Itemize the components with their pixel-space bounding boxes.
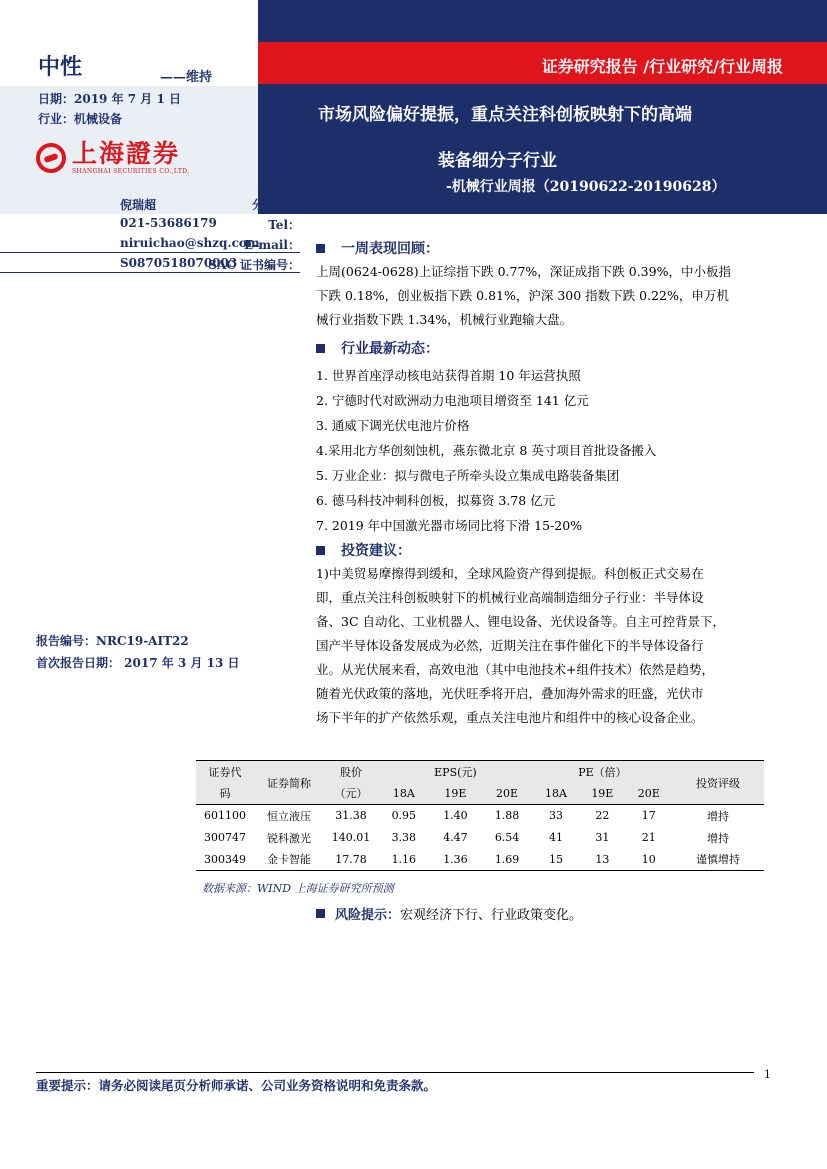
square-bullet-icon bbox=[316, 344, 325, 353]
risk-section bbox=[316, 904, 582, 923]
sac-value: S0870518070003 bbox=[120, 256, 238, 270]
review-paragraph bbox=[316, 260, 770, 332]
analyst-label: 分析师： bbox=[251, 198, 300, 212]
square-bullet-icon bbox=[316, 546, 325, 555]
review-title: 一周表现回顾： bbox=[341, 241, 439, 257]
page-number: 1 bbox=[764, 1068, 771, 1081]
news-heading bbox=[316, 338, 439, 358]
table-row: 601100 恒立液压 31.38 0.95 1.40 1.88 33 22 17 增持 bbox=[196, 805, 764, 827]
logo-en: SHANGHAI SECURITIES CO.,LTD. bbox=[72, 168, 190, 175]
news-item: 6. 德马科技冲刺科创板，拟募资 3.78 亿元 bbox=[316, 493, 556, 508]
table-header: 证券代 bbox=[196, 761, 254, 783]
advice-heading bbox=[316, 540, 411, 560]
risk-text: 宏观经济下行、行业政策变化。 bbox=[400, 908, 583, 923]
divider bbox=[0, 252, 300, 253]
advice-line: 1)中美贸易摩擦得到缓和，全球风险资产得到提振。科创板正式交易在 bbox=[316, 566, 704, 581]
tel-label: Tel： bbox=[268, 218, 300, 232]
tel-value: 021-53686179 bbox=[120, 216, 217, 230]
report-subtitle: -机械行业周报（20190622-20190628） bbox=[446, 179, 726, 195]
advice-line: 随着光伏政策的落地，光伏旺季将开启，叠加海外需求的旺盛，光伏市 bbox=[316, 686, 704, 701]
advice-line: 业。从光伏展来看，高效电池（其中电池技术+组件技术）依然是趋势， bbox=[316, 662, 714, 677]
email-label: E-mail： bbox=[244, 238, 300, 252]
analyst-name: 倪瑞超 bbox=[120, 198, 157, 212]
title-box bbox=[258, 84, 827, 214]
square-bullet-icon bbox=[316, 909, 325, 918]
logo-mark-icon bbox=[36, 143, 66, 173]
square-bullet-icon bbox=[316, 244, 325, 253]
email-value[interactable]: niruichao@shzq.com bbox=[120, 236, 260, 250]
advice-paragraph bbox=[316, 562, 770, 730]
advice-line: 国产半导体设备发展成为必然，近期关注在事件催化下的半导体设备行 bbox=[316, 638, 704, 653]
first-report-date: 首次报告日期： 2017 年 3 月 13 日 bbox=[36, 656, 240, 670]
news-title: 行业最新动态： bbox=[341, 341, 439, 357]
report-type: 证券研究报告 /行业研究/行业周报 bbox=[541, 57, 783, 76]
divider bbox=[0, 272, 300, 273]
report-title-line2: 装备细分子行业 bbox=[438, 151, 557, 171]
report-type-banner bbox=[258, 42, 827, 84]
table-header: 19E bbox=[430, 783, 482, 805]
news-item: 2. 宁德时代对欧洲动力电池项目增资至 141 亿元 bbox=[316, 393, 589, 408]
sac-label: SAC 证书编号： bbox=[208, 258, 300, 272]
news-item: 3. 通威下调光伏电池片价格 bbox=[316, 418, 470, 433]
table-header: PE（倍） bbox=[533, 761, 672, 783]
logo-cn: 上海證券 bbox=[72, 139, 181, 168]
table-header: EPS(元) bbox=[378, 761, 533, 783]
table-header: 码 bbox=[196, 783, 254, 805]
report-title-line1: 市场风险偏好提振，重点关注科创板映射下的高端 bbox=[318, 105, 692, 125]
advice-line: 场下半年的扩产依然乐观，重点关注电池片和组件中的核心设备企业。 bbox=[316, 710, 704, 725]
company-logo bbox=[36, 140, 190, 175]
industry-rating: 中性 bbox=[38, 54, 83, 80]
table-header: 投资评级 bbox=[672, 761, 764, 805]
news-item: 4.采用北方华创刻蚀机，燕东微北京 8 英寸项目首批设备搬入 bbox=[316, 443, 657, 458]
table-header: 股价 bbox=[324, 761, 378, 783]
review-line: 下跌 0.18%，创业板指下跌 0.81%，沪深 300 指数下跌 0.22%，申万机 bbox=[316, 288, 729, 303]
review-line: 上周(0624-0628)上证综指下跌 0.77%，深证成指下跌 0.39%，中小板指 bbox=[316, 264, 731, 279]
footer-divider bbox=[36, 1072, 754, 1073]
table-header: 20E bbox=[626, 783, 672, 805]
rating-change: ——维持 bbox=[160, 70, 213, 85]
table-source: 数据来源：WIND 上海证券研究所预测 bbox=[202, 882, 394, 895]
news-item: 7. 2019 年中国激光器市场同比将下滑 15-20% bbox=[316, 518, 583, 533]
review-line: 械行业指数下跌 1.34%，机械行业跑输大盘。 bbox=[316, 312, 573, 327]
review-heading bbox=[316, 238, 439, 258]
table-header: 20E bbox=[481, 783, 533, 805]
table-row: 300349 金卡智能 17.78 1.16 1.36 1.69 15 13 10 谨慎增持 bbox=[196, 849, 764, 871]
table-header: （元） bbox=[324, 783, 378, 805]
news-item: 1. 世界首座浮动核电站获得首期 10 年运营执照 bbox=[316, 368, 581, 383]
advice-title: 投资建议： bbox=[341, 543, 411, 559]
advice-line: 即，重点关注科创板映射下的机械行业高端制造细分子行业：半导体设 bbox=[316, 590, 704, 605]
footer-disclaimer: 重要提示：请务必阅读尾页分析师承诺、公司业务资格说明和免责条款。 bbox=[36, 1078, 437, 1093]
report-industry: 行业：机械设备 bbox=[38, 112, 123, 126]
report-code: 报告编号：NRC19-AIT22 bbox=[36, 634, 189, 648]
valuation-table bbox=[196, 760, 764, 871]
table-header: 19E bbox=[579, 783, 625, 805]
table-row: 300747 锐科激光 140.01 3.38 4.47 6.54 41 31 21 增持 bbox=[204, 831, 729, 845]
report-date: 日期：2019 年 7 月 1 日 bbox=[38, 92, 181, 106]
table-header: 证券简称 bbox=[254, 761, 324, 805]
table-header: 18A bbox=[378, 783, 430, 805]
risk-title: 风险提示： bbox=[335, 908, 401, 923]
table-header: 18A bbox=[533, 783, 579, 805]
news-item: 5. 万业企业：拟与微电子所牵头设立集成电路装备集团 bbox=[316, 468, 620, 483]
advice-line: 备、3C 自动化、工业机器人、锂电设备、光伏设备等。自主可控背景下， bbox=[316, 614, 725, 629]
header-top-bar bbox=[258, 0, 827, 42]
